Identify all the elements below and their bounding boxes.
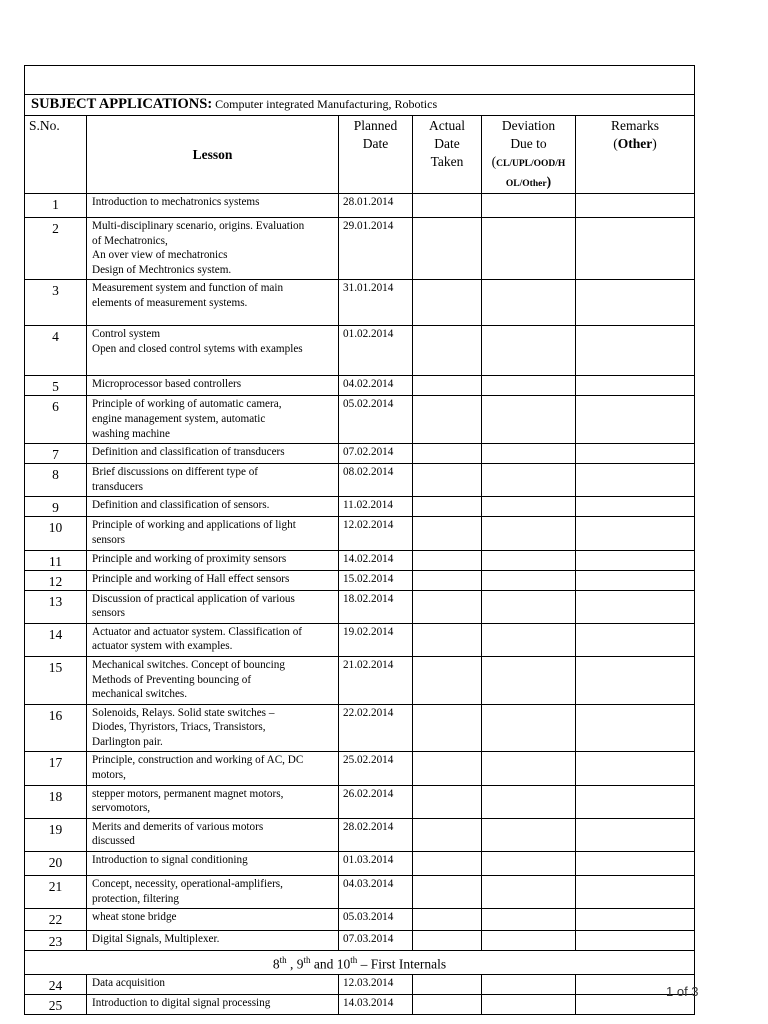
lesson-header: Lesson	[87, 116, 339, 194]
internals-text-part: ,	[286, 956, 297, 972]
actual-date-cell[interactable]	[413, 623, 482, 656]
actual-date-cell[interactable]	[413, 931, 482, 951]
actual-date-cell[interactable]	[413, 280, 482, 326]
first-internals-row	[25, 951, 695, 975]
lesson-line: Brief discussions on different type of	[92, 466, 259, 479]
subject-row	[25, 95, 695, 116]
deviation-cell[interactable]	[482, 876, 576, 909]
remarks-cell[interactable]	[576, 623, 695, 656]
blank-header-cell	[25, 66, 695, 95]
lesson-line: Actuator and actuator system. Classification of	[92, 625, 303, 638]
remarks-header: Remarks (Other)	[576, 116, 695, 194]
lesson-line: elements of measurement systems.	[92, 296, 248, 309]
planned-date-cell: 18.02.2014	[339, 590, 413, 623]
planned-date-cell: 28.01.2014	[339, 194, 413, 218]
lesson-line: Mechanical switches. Concept of bouncing	[92, 658, 285, 671]
deviation-cell[interactable]	[482, 656, 576, 704]
subject-label: SUBJECT APPLICATIONS:	[31, 96, 213, 112]
column-header-row	[25, 116, 695, 194]
actual-date-cell[interactable]	[413, 785, 482, 818]
table-row	[25, 623, 695, 656]
actual-date-cell[interactable]	[413, 218, 482, 280]
table-row	[25, 704, 695, 752]
deviation-cell[interactable]	[482, 623, 576, 656]
table-row	[25, 852, 695, 876]
remarks-cell[interactable]	[576, 818, 695, 851]
actual-date-cell[interactable]	[413, 570, 482, 590]
deviation-cell[interactable]	[482, 704, 576, 752]
planned-date-cell: 01.03.2014	[339, 852, 413, 876]
lesson-line: mechanical switches.	[92, 688, 188, 701]
table-row	[25, 218, 695, 280]
planned-date-cell: 28.02.2014	[339, 818, 413, 851]
table-row	[25, 570, 695, 590]
actual-date-cell[interactable]	[413, 326, 482, 376]
lesson-plan-sheet	[24, 65, 694, 1015]
lesson-cell	[87, 704, 339, 752]
remarks-cell[interactable]	[576, 590, 695, 623]
actual-date-cell[interactable]	[413, 852, 482, 876]
actual-date-cell[interactable]	[413, 497, 482, 517]
deviation-cell[interactable]	[482, 931, 576, 951]
sno-cell: 25	[25, 994, 87, 1014]
deviation-cell[interactable]	[482, 280, 576, 326]
table-row	[25, 396, 695, 444]
planned-date-cell: 29.01.2014	[339, 218, 413, 280]
lesson-cell	[87, 280, 339, 326]
lesson-cell	[87, 818, 339, 851]
remarks-cell[interactable]	[576, 931, 695, 951]
sno-cell: 11	[25, 550, 87, 570]
remarks-cell[interactable]	[576, 326, 695, 376]
deviation-cell[interactable]	[482, 464, 576, 497]
planned-date-cell: 07.03.2014	[339, 931, 413, 951]
remarks-cell[interactable]	[576, 752, 695, 785]
deviation-codes: CL/UPL/OOD/H	[496, 159, 566, 169]
table-row	[25, 590, 695, 623]
table-row	[25, 994, 695, 1014]
internals-text-part: – First Internals	[357, 956, 447, 972]
lesson-line: servomotors,	[92, 802, 151, 815]
table-row	[25, 194, 695, 218]
deviation-cell[interactable]	[482, 818, 576, 851]
sno-cell: 12	[25, 570, 87, 590]
planned-date-cell: 11.02.2014	[339, 497, 413, 517]
lesson-cell	[87, 931, 339, 951]
actual-date-cell[interactable]	[413, 444, 482, 464]
lesson-cell	[87, 194, 339, 218]
lesson-line: actuator system with examples.	[92, 640, 233, 653]
lesson-cell	[87, 656, 339, 704]
lesson-line: Principle and working of Hall effect sensors	[92, 572, 290, 585]
blank-header-row	[25, 66, 695, 95]
deviation-cell[interactable]	[482, 218, 576, 280]
planned-date-cell: 05.02.2014	[339, 396, 413, 444]
remarks-cell[interactable]	[576, 656, 695, 704]
planned-date-cell: 15.02.2014	[339, 570, 413, 590]
lesson-line: Methods of Preventing bouncing of	[92, 673, 252, 686]
sno-cell: 14	[25, 623, 87, 656]
lesson-cell	[87, 550, 339, 570]
deviation-cell[interactable]	[482, 752, 576, 785]
actual-date-cell[interactable]	[413, 752, 482, 785]
lesson-cell	[87, 517, 339, 550]
lesson-line: engine management system, automatic	[92, 412, 266, 425]
sno-header: S.No.	[25, 116, 87, 194]
sno-cell: 23	[25, 931, 87, 951]
lesson-cell	[87, 590, 339, 623]
deviation-cell[interactable]	[482, 497, 576, 517]
lesson-line: Introduction to signal conditioning	[92, 854, 248, 867]
actual-date-cell[interactable]	[413, 704, 482, 752]
sno-cell: 5	[25, 376, 87, 396]
lesson-cell	[87, 444, 339, 464]
actual-date-cell[interactable]	[413, 194, 482, 218]
internals-text-part: th	[279, 955, 287, 966]
lesson-line: motors,	[92, 769, 126, 782]
sno-cell: 6	[25, 396, 87, 444]
remarks-cell[interactable]	[576, 444, 695, 464]
planned-date-cell: 05.03.2014	[339, 909, 413, 931]
planned-date-cell: 08.02.2014	[339, 464, 413, 497]
table-row	[25, 550, 695, 570]
table-row	[25, 974, 695, 994]
sno-cell: 22	[25, 909, 87, 931]
lesson-line: transducers	[92, 480, 143, 493]
lesson-line: Principle of working of automatic camera,	[92, 398, 282, 411]
table-row	[25, 326, 695, 376]
remarks-cell[interactable]	[576, 280, 695, 326]
remarks-cell[interactable]	[576, 464, 695, 497]
lesson-line: Diodes, Thyristors, Triacs, Transistors,	[92, 721, 266, 734]
planned-date-cell: 31.01.2014	[339, 280, 413, 326]
deviation-cell[interactable]	[482, 396, 576, 444]
sno-cell: 4	[25, 326, 87, 376]
lesson-line: Discussion of practical application of various	[92, 592, 295, 605]
deviation-cell[interactable]	[482, 852, 576, 876]
actual-date-cell[interactable]	[413, 974, 482, 994]
deviation-cell[interactable]	[482, 550, 576, 570]
lesson-line: discussed	[92, 835, 135, 848]
lesson-cell	[87, 623, 339, 656]
planned-date-cell: 14.03.2014	[339, 994, 413, 1014]
remarks-cell[interactable]	[576, 550, 695, 570]
actual-date-cell[interactable]	[413, 656, 482, 704]
lesson-cell	[87, 218, 339, 280]
table-row	[25, 376, 695, 396]
lesson-cell	[87, 570, 339, 590]
lesson-line: sensors	[92, 533, 125, 546]
lesson-line: Microprocessor based controllers	[92, 378, 242, 391]
sno-cell: 20	[25, 852, 87, 876]
deviation-header: Deviation Due to (CL/UPL/OOD/H OL/Other)	[482, 116, 576, 194]
lesson-line: Design of Mechtronics system.	[92, 263, 232, 276]
table-row	[25, 517, 695, 550]
lesson-line: Multi-disciplinary scenario, origins. Evaluation	[92, 220, 305, 232]
lesson-cell	[87, 909, 339, 931]
deviation-cell[interactable]	[482, 590, 576, 623]
remarks-cell[interactable]	[576, 852, 695, 876]
planned-date-cell: 25.02.2014	[339, 752, 413, 785]
lesson-cell	[87, 974, 339, 994]
remarks-other: Other	[617, 136, 653, 151]
lesson-cell	[87, 876, 339, 909]
table-row	[25, 656, 695, 704]
table-row	[25, 818, 695, 851]
table-row	[25, 464, 695, 497]
subject-value: Computer integrated Manufacturing, Robotics	[215, 97, 438, 111]
lesson-line: Concept, necessity, operational-amplifiers,	[92, 878, 283, 891]
lesson-line: Merits and demerits of various motors	[92, 820, 264, 833]
table-row	[25, 280, 695, 326]
lesson-line: Introduction to mechatronics systems	[92, 196, 260, 208]
deviation-cell[interactable]	[482, 376, 576, 396]
deviation-cell[interactable]	[482, 517, 576, 550]
sno-cell: 9	[25, 497, 87, 517]
sno-cell: 15	[25, 656, 87, 704]
deviation-cell[interactable]	[482, 974, 576, 994]
actual-date-cell[interactable]	[413, 396, 482, 444]
lesson-line: Solenoids, Relays. Solid state switches –	[92, 706, 275, 719]
lesson-cell	[87, 396, 339, 444]
lesson-cell	[87, 852, 339, 876]
remarks-cell[interactable]	[576, 876, 695, 909]
remarks-cell[interactable]	[576, 396, 695, 444]
sno-cell: 2	[25, 218, 87, 280]
planned-date-cell: 22.02.2014	[339, 704, 413, 752]
sno-cell: 16	[25, 704, 87, 752]
planned-date-cell: 19.02.2014	[339, 623, 413, 656]
deviation-cell[interactable]	[482, 194, 576, 218]
lesson-line: Control system	[92, 328, 161, 341]
remarks-cell[interactable]	[576, 704, 695, 752]
deviation-cell[interactable]	[482, 570, 576, 590]
table-row	[25, 785, 695, 818]
lesson-line: Darlington pair.	[92, 735, 163, 748]
sno-cell: 17	[25, 752, 87, 785]
actual-date-cell[interactable]	[413, 517, 482, 550]
internals-text-part: 8	[272, 956, 280, 972]
lesson-line: Measurement system and function of main	[92, 282, 284, 295]
actual-date-cell[interactable]	[413, 909, 482, 931]
sno-cell: 24	[25, 974, 87, 994]
planned-date-cell: 01.02.2014	[339, 326, 413, 376]
actual-date-cell[interactable]	[413, 590, 482, 623]
planned-date-cell: 26.02.2014	[339, 785, 413, 818]
lesson-line: sensors	[92, 607, 125, 620]
lesson-line: Definition and classification of sensors.	[92, 499, 270, 512]
planned-date-cell: 21.02.2014	[339, 656, 413, 704]
deviation-cell[interactable]	[482, 994, 576, 1014]
lesson-cell	[87, 464, 339, 497]
internals-text-part: th	[303, 955, 311, 966]
lesson-cell	[87, 376, 339, 396]
planned-date-header: Planned Date	[339, 116, 413, 194]
deviation-cell[interactable]	[482, 909, 576, 931]
remarks-cell[interactable]	[576, 376, 695, 396]
actual-date-cell[interactable]	[413, 550, 482, 570]
actual-date-cell[interactable]	[413, 376, 482, 396]
lesson-line: Open and closed control sytems with examples	[92, 342, 303, 355]
lesson-cell	[87, 785, 339, 818]
sno-cell: 13	[25, 590, 87, 623]
page-number: 1 of 3	[666, 984, 699, 999]
sno-cell: 21	[25, 876, 87, 909]
lesson-cell	[87, 497, 339, 517]
actual-date-cell[interactable]	[413, 464, 482, 497]
lesson-line: Introduction to digital signal processing	[92, 996, 271, 1009]
lesson-line: of Mechatronics,	[92, 234, 168, 247]
planned-date-cell: 07.02.2014	[339, 444, 413, 464]
lesson-line: Definition and classification of transducers	[92, 446, 285, 459]
lesson-line: Principle and working of proximity sensors	[92, 552, 287, 565]
remarks-cell[interactable]	[576, 785, 695, 818]
lesson-line: Data acquisition	[92, 976, 166, 989]
lesson-line: Principle of working and applications of light	[92, 519, 296, 532]
lesson-line: stepper motors, permanent magnet motors,	[92, 787, 284, 800]
actual-date-header: Actual Date Taken	[413, 116, 482, 194]
sno-cell: 7	[25, 444, 87, 464]
internals-text-part: 9	[296, 956, 304, 972]
remarks-cell[interactable]	[576, 909, 695, 931]
actual-date-cell[interactable]	[413, 876, 482, 909]
table-row	[25, 497, 695, 517]
subject-cell	[25, 95, 695, 116]
lesson-line: Principle, construction and working of AC, DC	[92, 754, 304, 767]
lesson-cell	[87, 752, 339, 785]
table-row	[25, 752, 695, 785]
remarks-cell[interactable]	[576, 517, 695, 550]
sno-cell: 18	[25, 785, 87, 818]
deviation-cell[interactable]	[482, 785, 576, 818]
planned-date-cell: 12.02.2014	[339, 517, 413, 550]
lesson-line: washing machine	[92, 427, 170, 440]
internals-text-part: th	[350, 955, 358, 966]
deviation-cell[interactable]	[482, 326, 576, 376]
planned-date-cell: 14.02.2014	[339, 550, 413, 570]
remarks-cell[interactable]	[576, 218, 695, 280]
internals-text-part: 10	[336, 956, 351, 972]
lesson-line: wheat stone bridge	[92, 911, 177, 924]
lesson-line: An over view of mechatronics	[92, 249, 228, 262]
lesson-line: protection, filtering	[92, 892, 179, 905]
lesson-line: Digital Signals, Multiplexer.	[92, 933, 220, 946]
remarks-cell[interactable]	[576, 194, 695, 218]
sno-cell: 8	[25, 464, 87, 497]
lesson-cell	[87, 326, 339, 376]
internals-text-part: and	[310, 956, 337, 972]
table-row	[25, 876, 695, 909]
lesson-plan-table	[24, 65, 695, 1015]
table-row	[25, 444, 695, 464]
sno-cell: 10	[25, 517, 87, 550]
table-row	[25, 909, 695, 931]
actual-date-cell[interactable]	[413, 818, 482, 851]
first-internals-banner	[25, 951, 695, 975]
actual-date-cell[interactable]	[413, 994, 482, 1014]
planned-date-cell: 12.03.2014	[339, 974, 413, 994]
planned-date-cell: 04.02.2014	[339, 376, 413, 396]
sno-cell: 3	[25, 280, 87, 326]
table-row	[25, 931, 695, 951]
planned-date-cell: 04.03.2014	[339, 876, 413, 909]
remarks-cell[interactable]	[576, 497, 695, 517]
sno-cell: 1	[25, 194, 87, 218]
deviation-cell[interactable]	[482, 444, 576, 464]
remarks-cell[interactable]	[576, 570, 695, 590]
sno-cell: 19	[25, 818, 87, 851]
lesson-cell	[87, 994, 339, 1014]
